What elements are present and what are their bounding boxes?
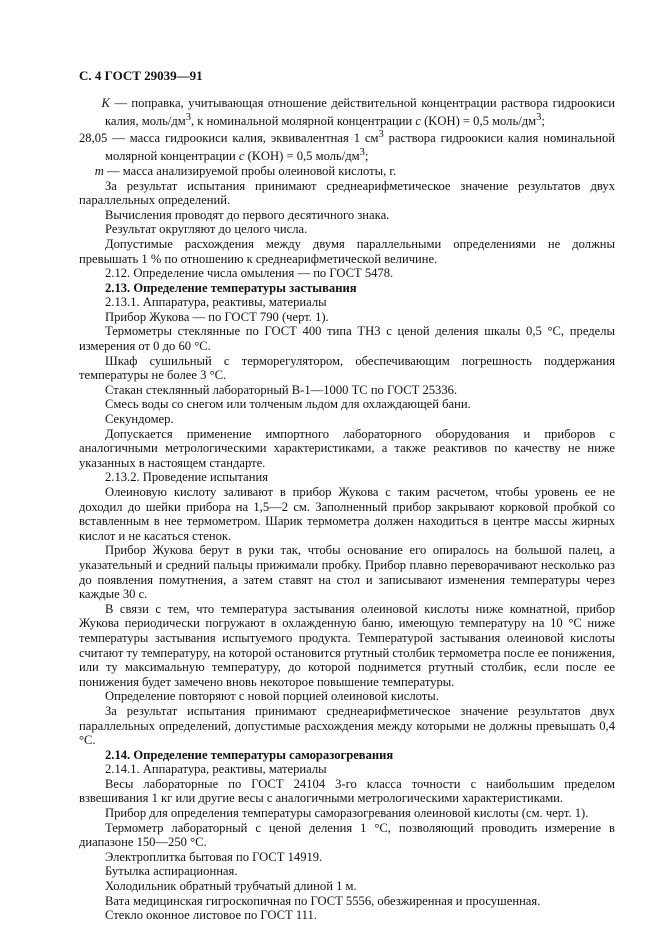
paragraph: Стакан стеклянный лабораторный В-1—1000 ТС по ГОСТ 25336. bbox=[105, 382, 458, 397]
paragraph: Прибор для определения температуры саморазогревания олеиновой кислоты (см. черт. 1). bbox=[105, 806, 589, 821]
paragraph: Стекло оконное листовое по ГОСТ 111. bbox=[105, 908, 317, 923]
paragraph: В связи с тем, что температура застывания олеиновой кислоты ниже комнатной, прибор Жукова периодически погружают в охлажденную баню, имеющую температуру на 10 °С ниже температуры застывания испытуемого продукта. Температурой застывания олеиновой кислоты считают ту температуру, на которой остановится ртутный столбик термометра после ее понижения, или ту максимальную температуру, до которой поднимется ртутный столбик, если после ее понижения будет замечено вновь некоторое повышение температуры. bbox=[79, 601, 615, 689]
paragraph: Бутылка аспирационная. bbox=[105, 864, 238, 879]
paragraph: K — поправка, учитывающая отношение действительной концентрации раствора гидроокиси калия, моль/$дм^3$, к номинальной молярной концентрации c (KOH) = 0,5 моль/$дм^3$; bbox=[101, 96, 615, 128]
paragraph: Допустимые расхождения между двумя параллельными определениями не должны превышать 1 % по отношению к среднеарифметической величине. bbox=[79, 236, 615, 266]
paragraph: m — масса анализируемой пробы олеиновой кислоты, г. bbox=[94, 163, 397, 178]
paragraph: Олеиновую кислоту заливают в прибор Жукова с таким расчетом, чтобы уровень ее не доходил до шейки прибора на 1,5—2 см. Заполненный прибор закрывают корковой пробкой со вставленным в нее термометром. Шарик термометра должен находиться в центре массы жирных кислот и не касаться стенок. bbox=[79, 485, 615, 543]
document-body bbox=[79, 96, 615, 923]
paragraph: За результат испытания принимают среднеарифметическое значение результатов двух параллельных определений. bbox=[79, 178, 615, 208]
paragraph: Весы лабораторные по ГОСТ 24104 3-го класса точности с наибольшим пределом взвешивания 1 кг или другие весы с аналогичными метрологическими характеристиками. bbox=[79, 776, 615, 806]
section-heading: 2.13. Определение температуры застывания bbox=[105, 280, 357, 295]
paragraph: 28,05 — масса гидроокиси калия, эквивалентная 1 $см^3$ раствора гидроокиси калия номинальной молярной концентрации c (KOH) = 0,5 моль/$дм^3$; bbox=[79, 129, 615, 164]
paragraph: Шкаф сушильный с терморегулятором, обеспечивающим погрешность поддержания температуры не более 3 °С. bbox=[79, 353, 615, 383]
section-heading: 2.14. Определение температуры саморазогревания bbox=[105, 747, 394, 762]
paragraph: Смесь воды со снегом или толченым льдом для охлаждающей бани. bbox=[105, 397, 471, 412]
paragraph: Допускается применение импортного лабораторного оборудования и приборов с аналогичными метрологическими характеристиками, а также реактивов по качеству не ниже указанных в настоящем стандарте. bbox=[79, 426, 615, 470]
paragraph: 2.13.2. Проведение испытания bbox=[105, 470, 269, 485]
paragraph: Холодильник обратный трубчатый длиной 1 м. bbox=[105, 879, 357, 894]
paragraph: 2.12. Определение числа омыления — по ГОСТ 5478. bbox=[105, 266, 394, 281]
paragraph: Прибор Жукова берут в руки так, чтобы основание его опиралось на большой палец, а указательный и средний пальцы прижимали пробку. Прибор плавно переворачивают несколько раз до появления помутнения, а затем ставят на стол и записывают изменения температуры через каждые 30 с. bbox=[79, 543, 615, 602]
paragraph: Результат округляют до целого числа. bbox=[105, 222, 308, 237]
paragraph: Прибор Жукова — по ГОСТ 790 (черт. 1). bbox=[105, 309, 329, 324]
paragraph: Секундомер. bbox=[105, 412, 174, 427]
paragraph: Вата медицинская гигроскопичная по ГОСТ 5556, обезжиренная и просушенная. bbox=[105, 893, 541, 908]
paragraph: 2.14.1. Аппаратура, реактивы, материалы bbox=[105, 762, 327, 777]
paragraph: Термометры стеклянные по ГОСТ 400 типа ТН3 с ценой деления шкалы 0,5 °С, пределы измерения от 0 до 60 °С. bbox=[79, 324, 615, 354]
page-header: С. 4 ГОСТ 29039—91 bbox=[79, 68, 203, 83]
paragraph: Вычисления проводят до первого десятичного знака. bbox=[105, 207, 390, 222]
paragraph: Термометр лабораторный с ценой деления 1 °С, позволяющий проводить измерение в диапазоне 150—250 °С. bbox=[79, 820, 615, 850]
paragraph: За результат испытания принимают среднеарифметическое значение результатов двух параллельных определений, допустимые расхождения между которыми не должны превышать 0,4 °С. bbox=[79, 703, 615, 748]
paragraph: Определение повторяют с новой порцией олеиновой кислоты. bbox=[105, 689, 439, 704]
paragraph: 2.13.1. Аппаратура, реактивы, материалы bbox=[105, 295, 327, 310]
paragraph: Электроплитка бытовая по ГОСТ 14919. bbox=[105, 849, 323, 864]
